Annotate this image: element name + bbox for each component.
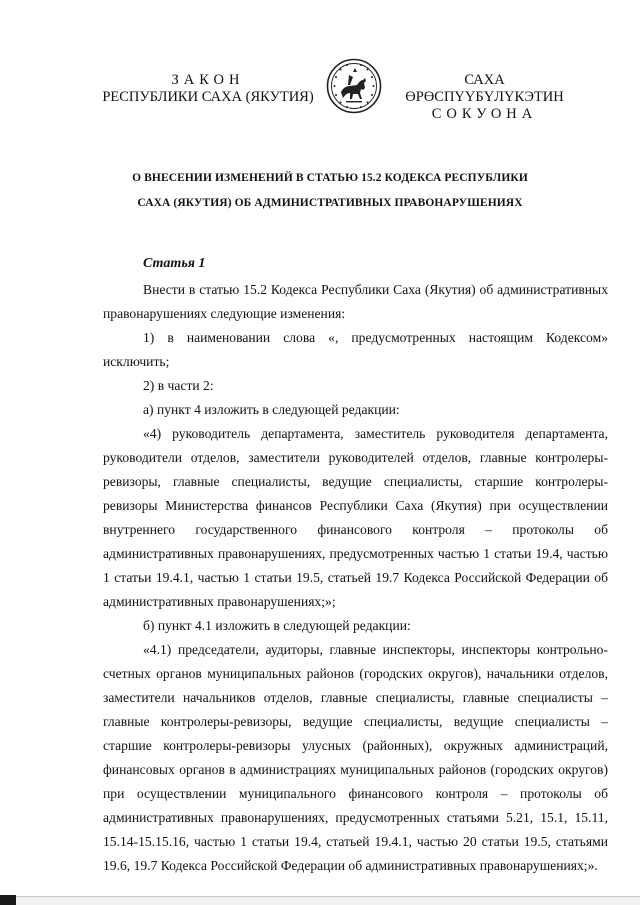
header-right xyxy=(392,72,577,123)
paragraph: Внести в статью 15.2 Кодекса Республики Саха (Якутия) об административных правонарушениях следующие изменения: xyxy=(103,282,608,321)
title-line-1: О ВНЕСЕНИИ ИЗМЕНЕНИЙ В СТАТЬЮ 15.2 КОДЕКСА РЕСПУБЛИКИ xyxy=(132,172,528,184)
page-edge-line xyxy=(0,896,640,897)
paragraph: б) пункт 4.1 изложить в следующей редакции: xyxy=(143,618,411,633)
document-body xyxy=(103,278,608,878)
coat-of-arms-icon xyxy=(326,58,382,114)
header-right-subtitle: СОКУОНА xyxy=(431,106,538,122)
header-left xyxy=(92,72,324,106)
paragraph: 1) в наименовании слова «, предусмотренных настоящим Кодексом» исключить; xyxy=(103,330,608,369)
header-left-title: ЗАКОН xyxy=(171,72,245,88)
header-left-subtitle: РЕСПУБЛИКИ САХА (ЯКУТИЯ) xyxy=(102,89,314,105)
paragraph: а) пункт 4 изложить в следующей редакции: xyxy=(143,402,400,417)
scan-edge-mark xyxy=(0,895,16,905)
header-right-title: САХА ӨРӨСПҮҮБҮЛҮКЭТИН xyxy=(405,72,564,105)
paragraph: «4) руководитель департамента, заместитель руководителя департамента, руководители отделов, заместители руководителей отделов, главные контролеры-ревизоры, главные специалисты, ведущие специалисты, старшие контролеры-ревизоры Министерства финансов Республики Саха (Якутия) при осуществлении внутреннего государственного финансового контроля – протоколы об административных правонарушениях, предусмотренных частью 1 статьи 19.4, частью 1 статьи 19.4.1, частью 1 статьи 19.5, статьей 19.7 Кодекса Российской Федерации об административных правонарушениях;»; xyxy=(103,426,608,609)
document-title xyxy=(100,166,560,216)
article-heading: Статья 1 xyxy=(143,256,206,271)
title-line-2: САХА (ЯКУТИЯ) ОБ АДМИНИСТРАТИВНЫХ ПРАВОНАРУШЕНИЯХ xyxy=(137,197,523,209)
page-bottom-strip xyxy=(0,896,640,905)
paragraph: 2) в части 2: xyxy=(143,378,214,393)
paragraph: «4.1) председатели, аудиторы, главные инспекторы, инспекторы контрольно-счетных органов муниципальных районов (городских округов), начальники отделов, заместители начальников отделов, главные специалисты, главные специалисты – главные контролеры-ревизоры, ведущие специалисты, ведущие специалисты – старшие контролеры-ревизоры улусных (районных), окружных администраций, финансовых органов в администрациях муниципальных районов (городских округов) при осуществлении муниципального финансового контроля – протоколы об административных правонарушениях, предусмотренных статьями 5.21, 15.1, 15.11, 15.14-15.15.16, частью 1 статьи 19.4, статьей 19.4.1, частью 20 статьи 19.5, статьями 19.6, 19.7 Кодекса Российской Федерации об административных правонарушениях;». xyxy=(103,642,608,873)
